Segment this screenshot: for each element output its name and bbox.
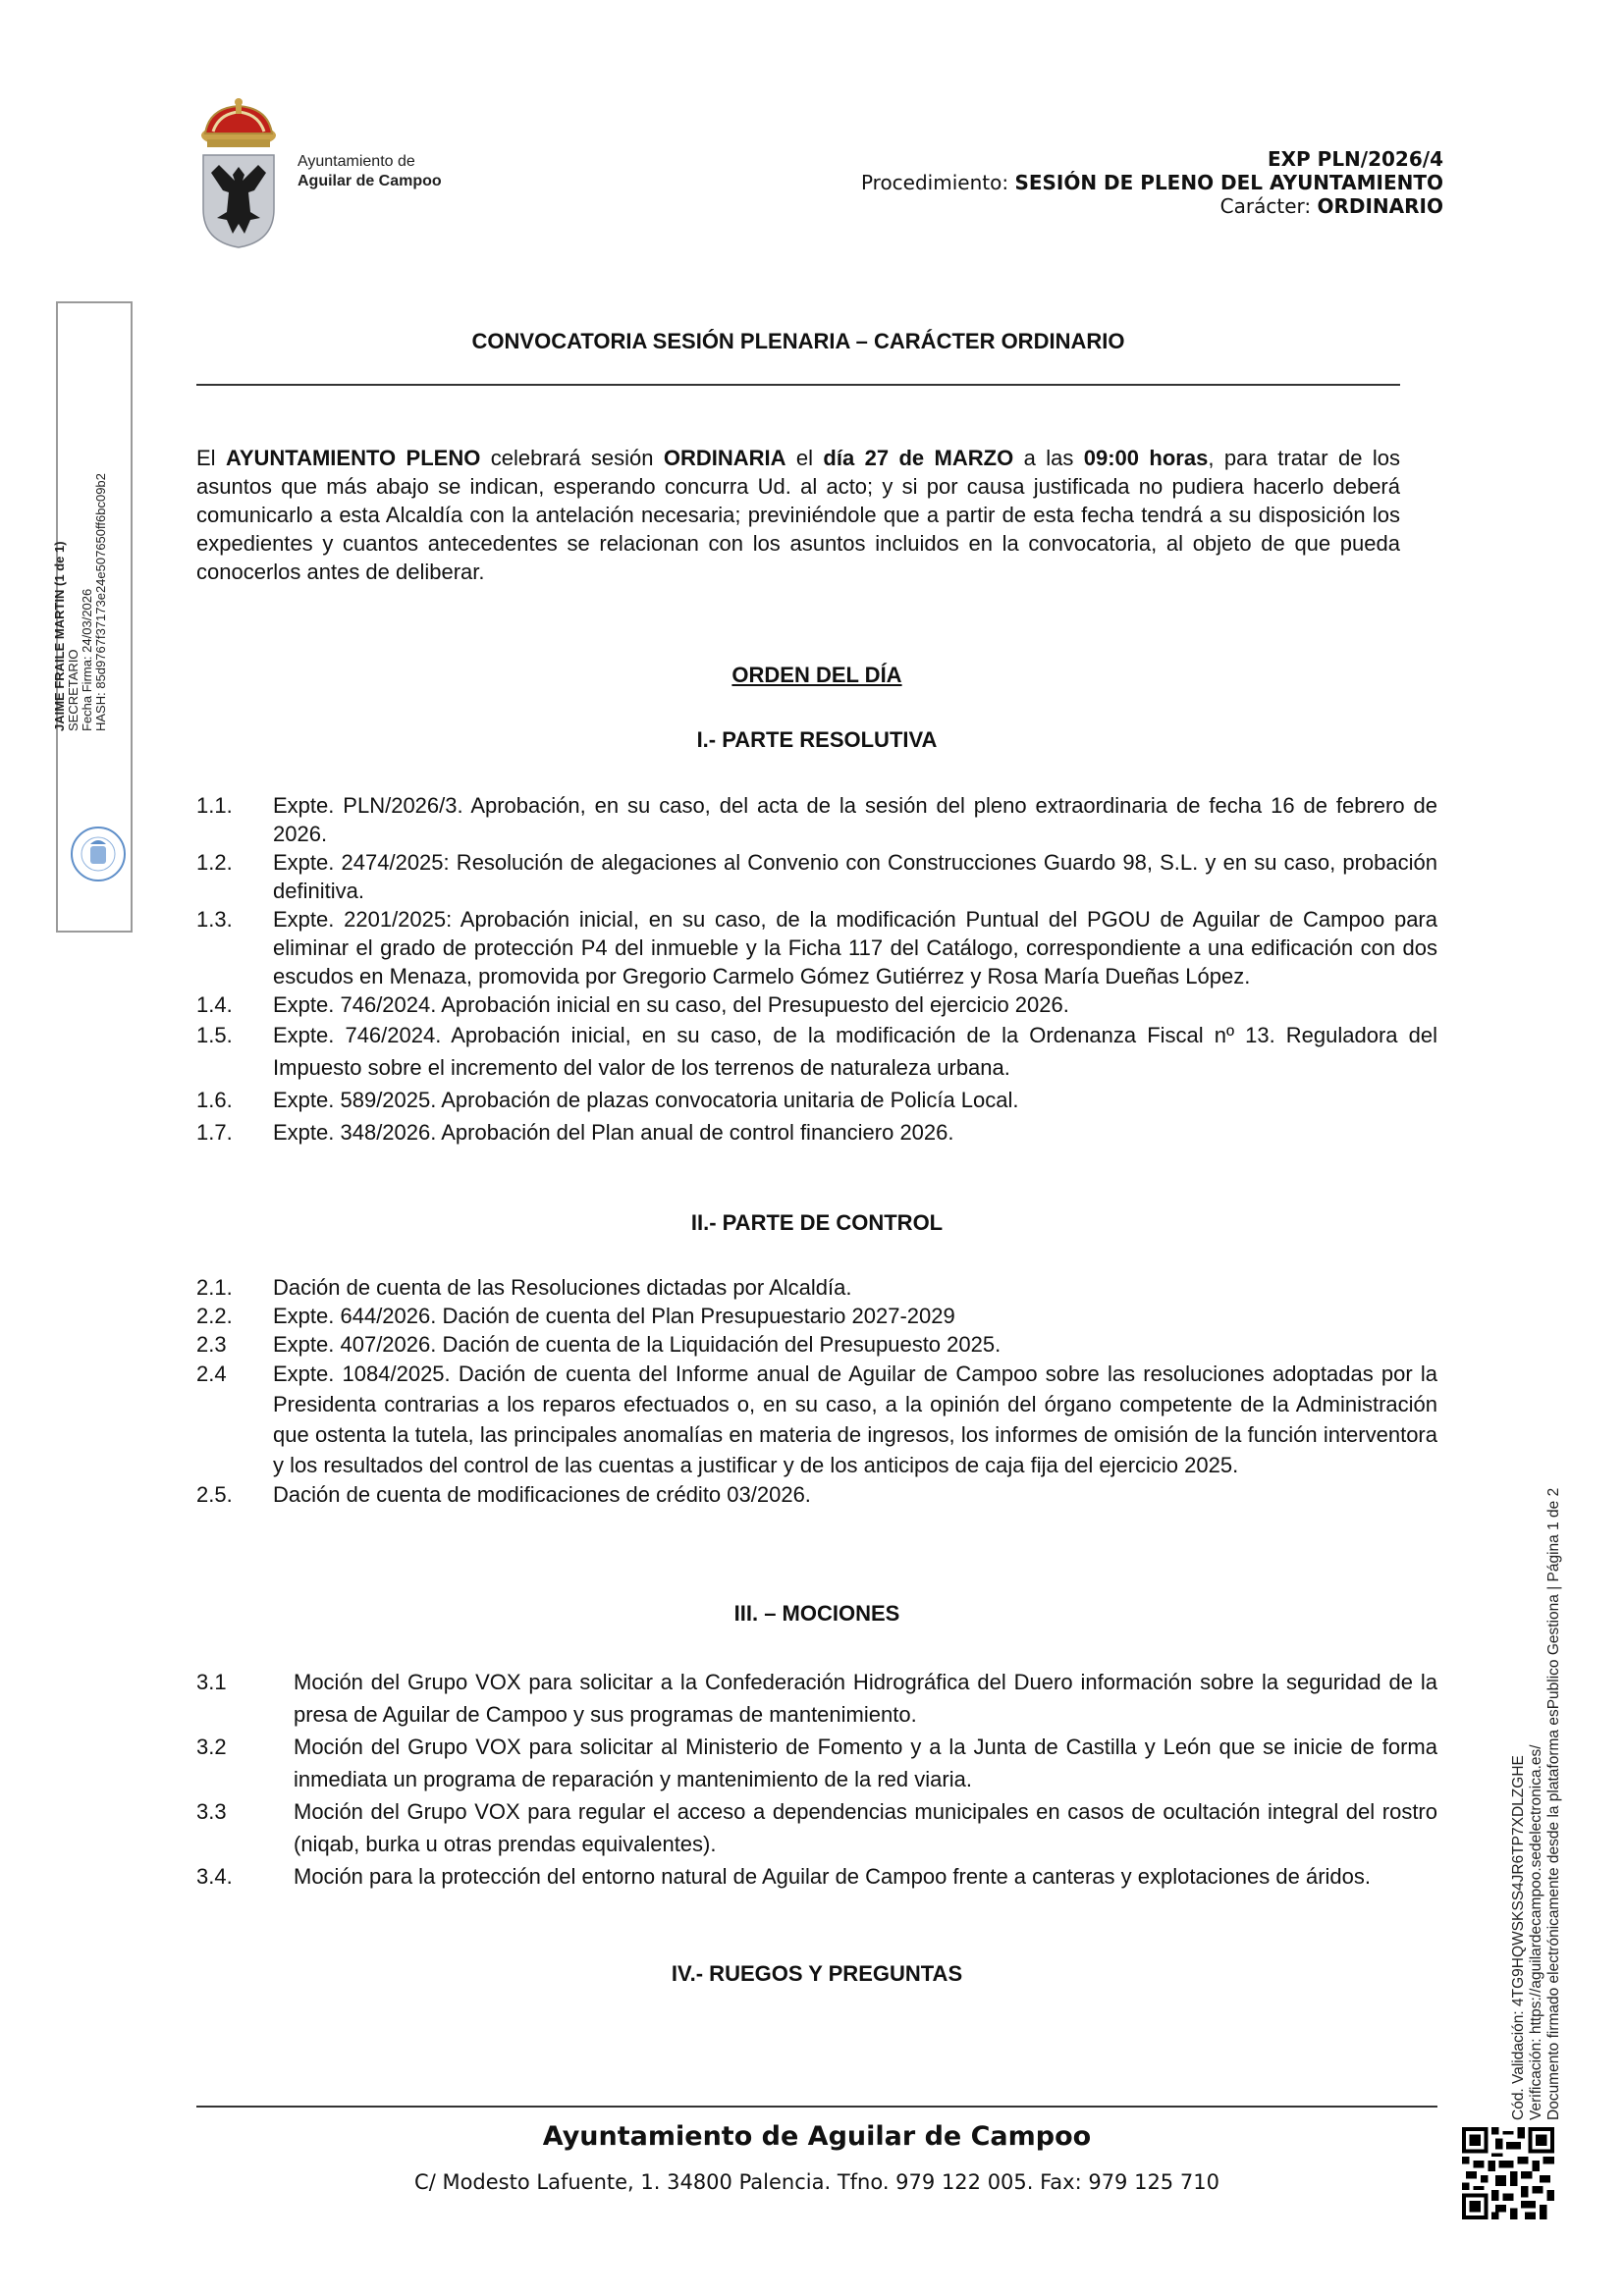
procedure-value: SESIÓN DE PLENO DEL AYUNTAMIENTO	[1014, 171, 1443, 194]
signature-hash: HASH: 85d9767f37173e24e507650ff6bc09b2	[93, 473, 108, 731]
section-list-control	[196, 1273, 1437, 1509]
agenda-item	[196, 791, 1437, 848]
logo-text	[298, 152, 442, 191]
validation-details	[1510, 1488, 1563, 2120]
agenda-item-text: Expte. 2201/2025: Aprobación inicial, en su caso, de la modificación Puntual del PGOU de Aguilar de Campoo para eliminar el grado de protección P4 del inmueble y la Ficha 117 del Catálogo, correspondiente a una edificación con dos escudos en Menaza, promovida por Gregorio Carmelo Gómez Gutiérrez y Rosa María Dueñas López.	[273, 907, 1437, 988]
agenda-item-text: Moción del Grupo VOX para solicitar al Ministerio de Fomento y a la Junta de Castilla y León que se inicie de forma inmediata un programa de reparación y mantenimiento de la red viaria.	[294, 1735, 1437, 1791]
agenda-item	[196, 905, 1437, 990]
agenda-item-text: Moción del Grupo VOX para solicitar a la Confederación Hidrográfica del Duero información sobre la seguridad de la presa de Aguilar de Campoo y sus programas de mantenimiento.	[294, 1670, 1437, 1727]
agenda-item-text: Dación de cuenta de modificaciones de crédito 03/2026.	[273, 1482, 811, 1507]
official-seal-icon	[69, 825, 128, 883]
intro-paragraph	[196, 444, 1400, 586]
agenda-item	[196, 1084, 1437, 1116]
agenda-item-number: 1.5.	[196, 1023, 233, 1047]
agenda-item-text: Expte. 407/2026. Dación de cuenta de la Liquidación del Presupuesto 2025.	[273, 1332, 1001, 1357]
agenda-item-text: Expte. PLN/2026/3. Aprobación, en su caso, del acta de la sesión del pleno extraordinaria de fecha 16 de febrero de 2026.	[273, 793, 1437, 846]
intro-bold-ordinaria: ORDINARIA	[663, 446, 786, 470]
qr-code-icon[interactable]	[1462, 2127, 1554, 2219]
section-list-resolutiva	[196, 791, 1437, 1148]
signer-name: JAIME FRAILE MARTIN (1 de 1)	[52, 541, 67, 731]
intro-text-1: El	[196, 446, 226, 470]
agenda-item-number: 2.3	[196, 1332, 227, 1357]
agenda-item-number: 1.6.	[196, 1088, 233, 1112]
agenda-item-text: Moción para la protección del entorno natural de Aguilar de Campoo frente a canteras y explotaciones de áridos.	[294, 1864, 1372, 1889]
agenda-item-text: Expte. 746/2024. Aprobación inicial en su caso, del Presupuesto del ejercicio 2026.	[273, 992, 1069, 1017]
agenda-item-number: 2.4	[196, 1362, 227, 1386]
intro-text-5: , para tratar de los asuntos que más abajo se indican, esperando concurra Ud. al acto; y si por causa justificada no pudiera hacerlo deberá comunicarlo a esta Alcaldía con la antelación necesaria; previniéndole que a partir de esta fecha tendrá a su disposición los expedientes y cuantos antecedentes se relacionan con los asuntos incluidos en la convocatoria, al objeto de que pueda conocerlos antes de deliberar.	[196, 446, 1400, 584]
procedure-label: Procedimiento:	[860, 171, 1015, 194]
intro-bold-date: día 27 de MARZO	[823, 446, 1014, 470]
logo-line-2: Aguilar de Campoo	[298, 173, 442, 189]
section-heading-mociones: III. – MOCIONES	[733, 1601, 900, 1626]
intro-bold-time: 09:00 horas	[1083, 446, 1209, 470]
logo-line-1: Ayuntamiento de	[298, 153, 415, 170]
agenda-item-text: Expte. 746/2024. Aprobación inicial, en su caso, de la modificación de la Ordenanza Fiscal nº 13. Reguladora del Impuesto sobre el incremento del valor de los terrenos de naturaleza urbana.	[273, 1023, 1437, 1080]
agenda-item-number: 3.4.	[196, 1864, 233, 1889]
agenda-item-text: Expte. 644/2026. Dación de cuenta del Plan Presupuestario 2027-2029	[273, 1304, 955, 1328]
agenda-item	[196, 1860, 1437, 1893]
title-divider	[196, 384, 1400, 386]
agenda-item-number: 1.4.	[196, 992, 233, 1017]
agenda-item	[196, 1359, 1437, 1480]
agenda-item-text: Dación de cuenta de las Resoluciones dictadas por Alcaldía.	[273, 1275, 852, 1300]
agenda-item	[196, 848, 1437, 905]
intro-text-3: el	[785, 446, 824, 470]
agenda-item-number: 2.5.	[196, 1482, 233, 1507]
agenda-item-number: 3.2	[196, 1735, 227, 1759]
agenda-item	[196, 1273, 1437, 1302]
agenda-item-text: Expte. 348/2026. Aprobación del Plan anual de control financiero 2026.	[273, 1120, 954, 1145]
character-label: Carácter:	[1219, 194, 1318, 218]
agenda-item-number: 1.7.	[196, 1120, 233, 1145]
agenda-item	[196, 1019, 1437, 1084]
agenda-item-text: Expte. 1084/2025. Dación de cuenta del Informe anual de Aguilar de Campoo sobre las resoluciones adoptadas por la Presidenta contrarias a los reparos efectuados o, en su caso, a la opinión del órgano competente de la Administración que ostenta la tutela, las principales anomalías en materia de ingresos, los informes de omisión de la función interventora y los resultados del control de las cuentas a justificar y de los anticipos de caja fija del ejercicio 2025.	[273, 1362, 1437, 1477]
verification-url[interactable]: Verificación: https://aguilardecampoo.sedelectronica.es/	[1528, 1744, 1544, 2120]
intro-text-2: celebrará sesión	[480, 446, 664, 470]
file-reference-block	[861, 147, 1443, 218]
agenda-item-number: 3.1	[196, 1670, 227, 1694]
agenda-item-number: 2.2.	[196, 1304, 233, 1328]
agenda-item	[196, 1116, 1437, 1148]
signature-details	[53, 473, 108, 731]
footer-divider	[196, 2106, 1437, 2108]
agenda-item-number: 3.3	[196, 1799, 227, 1824]
signature-platform-note: Documento firmado electrónicamente desde la plataforma esPublico Gestiona | Página 1 de 2	[1545, 1487, 1562, 2120]
signature-date: Fecha Firma: 24/03/2026	[80, 588, 94, 731]
agenda-item-number: 1.1.	[196, 793, 233, 818]
intro-bold-pleno: AYUNTAMIENTO PLENO	[225, 446, 481, 470]
agenda-item-number: 1.2.	[196, 850, 233, 875]
agenda-item	[196, 1480, 1437, 1509]
character-line	[861, 194, 1443, 218]
agenda-item	[196, 1666, 1437, 1731]
document-title: CONVOCATORIA SESIÓN PLENARIA – CARÁCTER ORDINARIO	[471, 329, 1125, 353]
agenda-item-number: 2.1.	[196, 1275, 233, 1300]
footer-organization-name: Ayuntamiento de Aguilar de Campoo	[542, 2121, 1092, 2152]
agenda-item-text: Moción del Grupo VOX para regular el acceso a dependencias municipales en casos de ocultación integral del rostro (niqab, burka u otras prendas equivalentes).	[294, 1799, 1437, 1856]
agenda-item	[196, 990, 1437, 1019]
agenda-item	[196, 1731, 1437, 1795]
validation-code: Cód. Validación: 4TG9HQWSKSS4JR6TP7XDLZGHE	[1510, 1755, 1527, 2120]
agenda-item	[196, 1330, 1437, 1359]
agenda-item	[196, 1795, 1437, 1860]
section-list-mociones	[196, 1666, 1437, 1893]
procedure-line	[861, 171, 1443, 194]
municipal-coat-of-arms-logo	[199, 96, 278, 248]
agenda-item-text: Expte. 589/2025. Aprobación de plazas convocatoria unitaria de Policía Local.	[273, 1088, 1019, 1112]
agenda-title: ORDEN DEL DÍA	[731, 663, 902, 687]
intro-text-4: a las	[1013, 446, 1084, 470]
file-number: EXP PLN/2026/4	[1267, 147, 1443, 171]
character-value: ORDINARIO	[1317, 194, 1443, 218]
signer-role: SECRETARIO	[66, 649, 81, 731]
agenda-item	[196, 1302, 1437, 1330]
section-heading-control: II.- PARTE DE CONTROL	[690, 1210, 944, 1235]
agenda-item-number: 1.3.	[196, 907, 233, 932]
footer-address: C/ Modesto Lafuente, 1. 34800 Palencia. Tfno. 979 122 005. Fax: 979 125 710	[414, 2170, 1219, 2194]
section-heading-resolutiva: I.- PARTE RESOLUTIVA	[696, 727, 938, 752]
section-heading-ruegos: IV.- RUEGOS Y PREGUNTAS	[671, 1961, 963, 1986]
agenda-item-text: Expte. 2474/2025: Resolución de alegaciones al Convenio con Construcciones Guardo 98, S.L. y en su caso, probación definitiva.	[273, 850, 1437, 903]
